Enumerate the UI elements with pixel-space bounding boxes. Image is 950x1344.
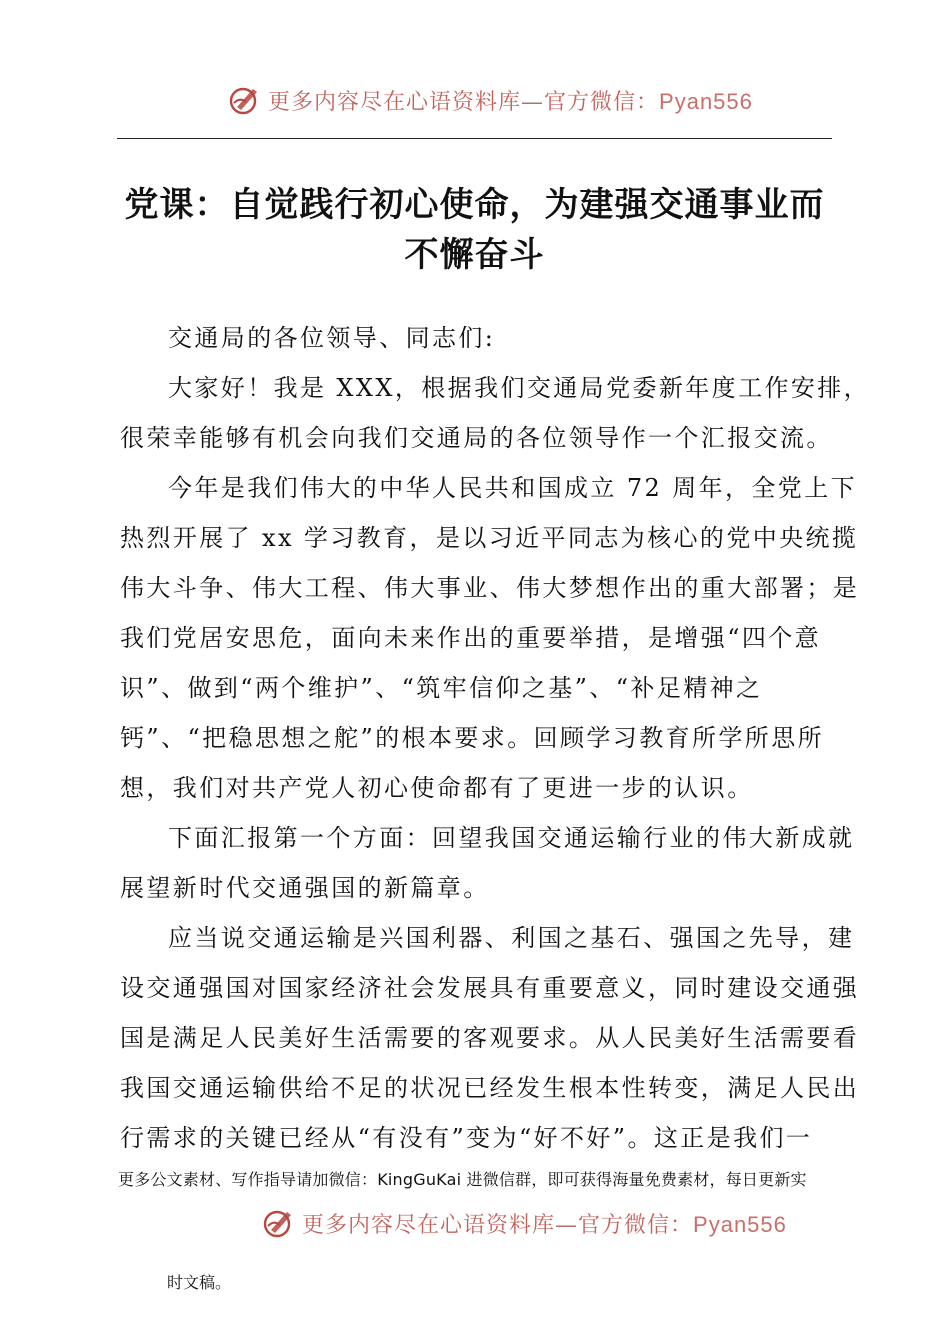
body-line: 识”、做到“两个维护”、“筑牢信仰之基”、“补足精神之 — [120, 674, 763, 702]
watermark-text: 更多内容尽在心语资料库—官方微信：Pyan556 — [302, 1211, 787, 1238]
body-line: 国是满足人民美好生活需要的客观要求。从人民美好生活需要看 — [120, 1024, 860, 1052]
body-line: 伟大斗争、伟大工程、伟大事业、伟大梦想作出的重大部署；是 — [120, 574, 860, 602]
body-line: 行需求的关键已经从“有没有”变为“好不好”。这正是我们一 — [120, 1124, 813, 1152]
page-title — [117, 180, 832, 280]
body-line: 想，我们对共产党人初心使命都有了更进一步的认识。 — [120, 774, 754, 802]
footer-note: 更多公文素材、写作指导请加微信：KingGuKai 进微信群，即可获得海量免费素材，每日更新实 — [118, 1170, 807, 1189]
body-line: 大家好！我是 XXX，根据我们交通局党委新年度工作安排， — [168, 374, 871, 402]
body-line: 我国交通运输供给不足的状况已经发生根本性转变，满足人民出 — [120, 1074, 860, 1102]
title-line-1: 党课：自觉践行初心使命，为建强交通事业而 — [124, 185, 825, 225]
footer-note-tail: 时文稿。 — [167, 1273, 232, 1292]
pen-logo-icon — [262, 1206, 296, 1240]
header-watermark — [228, 83, 753, 117]
body-line: 今年是我们伟大的中华人民共和国成立 72 周年，全党上下 — [168, 474, 857, 502]
body-line: 设交通强国对国家经济社会发展具有重要意义，同时建设交通强 — [120, 974, 860, 1002]
pen-logo-icon — [228, 83, 262, 117]
document-body — [120, 313, 871, 1163]
salutation: 交通局的各位领导、同志们: — [168, 324, 496, 352]
body-line: 很荣幸能够有机会向我们交通局的各位领导作一个汇报交流。 — [120, 424, 833, 452]
body-line: 我们党居安思危，面向未来作出的重要举措，是增强“四个意 — [120, 624, 822, 652]
header-divider — [117, 138, 832, 139]
body-line: 热烈开展了 xx 学习教育，是以习近平同志为核心的党中央统揽 — [120, 524, 859, 552]
footer-watermark — [262, 1206, 787, 1240]
watermark-text: 更多内容尽在心语资料库—官方微信：Pyan556 — [268, 88, 753, 115]
title-line-2: 不懈奋斗 — [404, 235, 545, 275]
body-line: 展望新时代交通强国的新篇章。 — [120, 874, 490, 902]
body-line: 下面汇报第一个方面：回望我国交通运输行业的伟大新成就 — [168, 824, 855, 852]
body-line: 钙”、“把稳思想之舵”的根本要求。回顾学习教育所学所思所 — [120, 724, 825, 752]
body-line: 应当说交通运输是兴国利器、利国之基石、强国之先导，建 — [168, 924, 855, 952]
